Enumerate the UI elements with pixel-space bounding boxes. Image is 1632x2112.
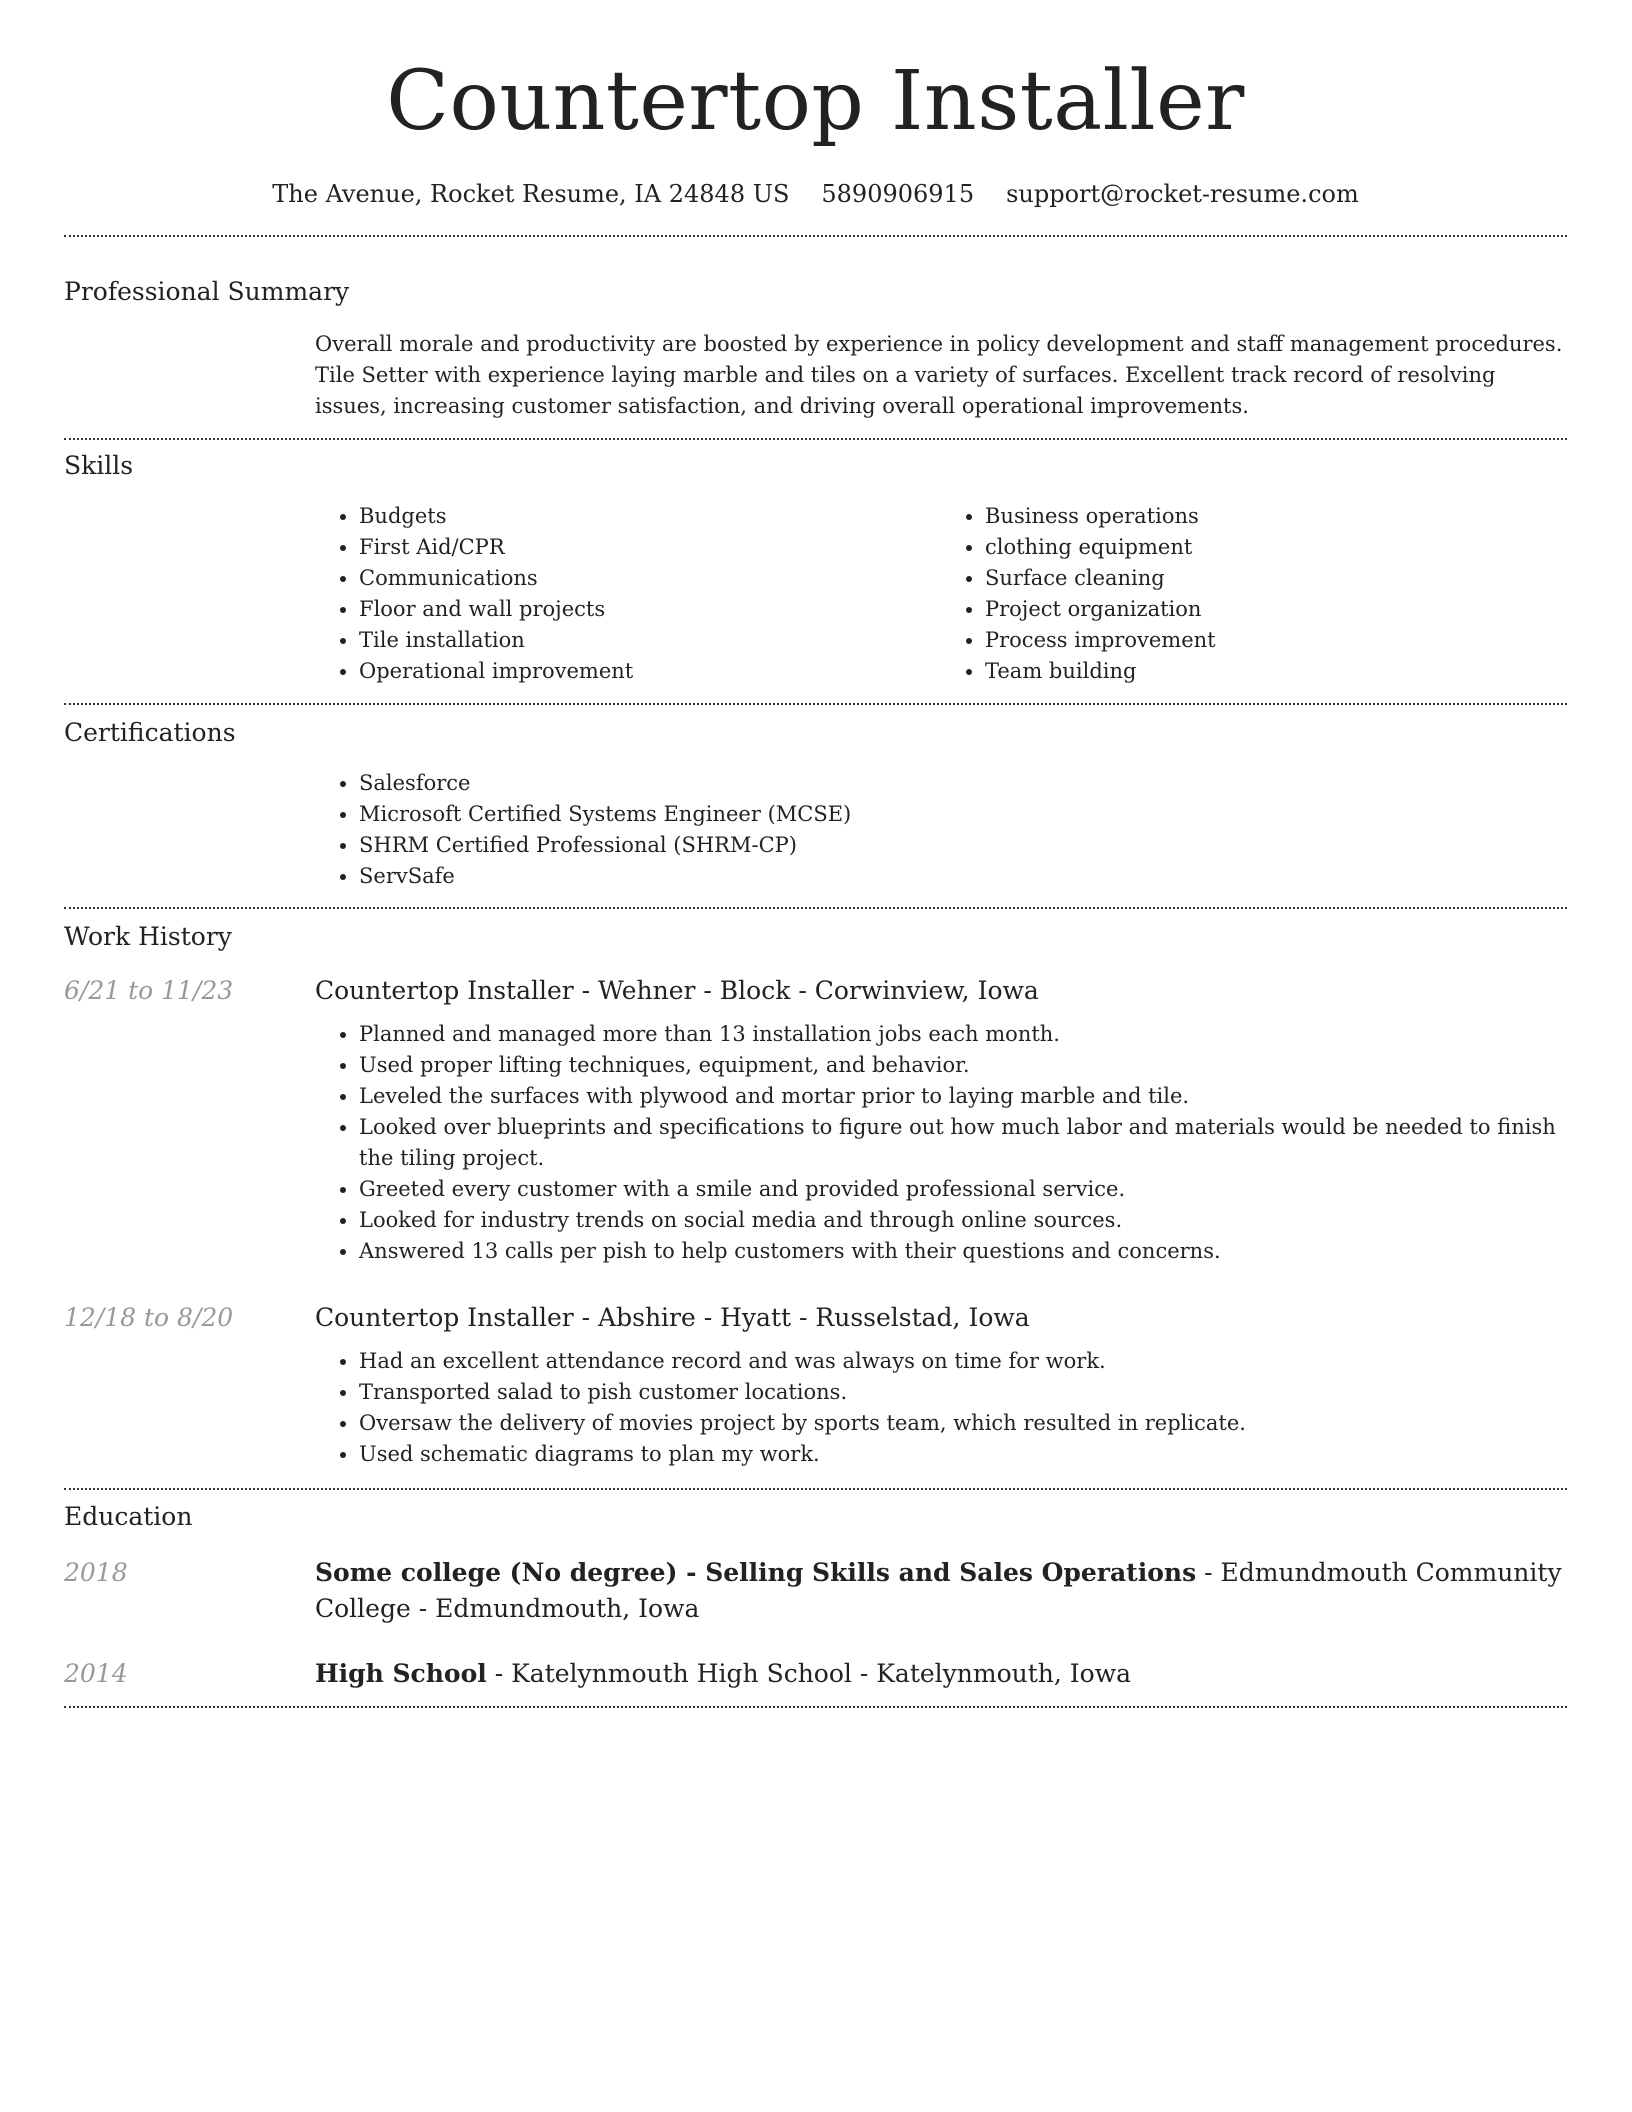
skill-item: • Process improvement <box>985 625 1567 656</box>
work-title: Countertop Installer - Abshire - Hyatt - Russelstad, Iowa <box>315 1303 1030 1332</box>
certification-item: • SHRM Certified Professional (SHRM-CP) <box>359 830 1567 861</box>
education-entry <box>64 1555 1567 1627</box>
work-entry <box>64 973 1567 1267</box>
skill-item: • Tile installation <box>359 625 941 656</box>
skill-item: • First Aid/CPR <box>359 532 941 563</box>
education-title <box>315 1555 1567 1627</box>
divider <box>64 907 1567 909</box>
skills-column-right <box>941 501 1567 687</box>
contact-address: The Avenue, Rocket Resume, IA 24848 US <box>272 180 790 208</box>
divider <box>64 1488 1567 1490</box>
skill-item: • Team building <box>985 656 1567 687</box>
work-dates: 12/18 to 8/20 <box>64 1303 234 1332</box>
education-degree: High School <box>315 1659 487 1688</box>
skills-list <box>315 501 1567 687</box>
certification-item: • ServSafe <box>359 861 1567 892</box>
work-bullet: • Looked for industry trends on social media and through online sources. <box>359 1205 1567 1236</box>
education-entry <box>64 1656 1567 1692</box>
education-details: - Katelynmouth High School - Katelynmouth, Iowa <box>486 1659 1132 1688</box>
education-title <box>315 1656 1567 1692</box>
section-title-summary: Professional Summary <box>64 277 350 306</box>
work-bullet: • Used proper lifting techniques, equipment, and behavior. <box>359 1050 1567 1081</box>
skill-item: • Surface cleaning <box>985 563 1567 594</box>
work-bullet: • Oversaw the delivery of movies project by sports team, which resulted in replicate. <box>359 1408 1567 1439</box>
work-bullet: • Looked over blueprints and specifications to figure out how much labor and materials would be needed to finish the tiling project. <box>359 1112 1567 1174</box>
education-details: - Edmundmouth Community College - Edmundmouth, Iowa <box>315 1558 1562 1623</box>
skill-item: • Communications <box>359 563 941 594</box>
contact-email[interactable]: support@rocket-resume.com <box>1006 180 1359 208</box>
work-bullets <box>315 1346 1567 1470</box>
resume-page <box>64 0 1567 1708</box>
summary-text: Overall morale and productivity are boosted by experience in policy development and staff management procedures. Tile Setter with experience laying marble and tiles on a variety of surfaces. Excellent track record of resolving issues, increasing customer satisfaction, and driving overall operational improvements. <box>315 332 1563 418</box>
divider <box>64 1706 1567 1708</box>
work-bullet: • Transported salad to pish customer locations. <box>359 1377 1567 1408</box>
work-bullet: • Greeted every customer with a smile and provided professional service. <box>359 1174 1567 1205</box>
work-bullet: • Planned and managed more than 13 installation jobs each month. <box>359 1019 1567 1050</box>
certifications-list <box>315 768 1567 892</box>
section-title-skills: Skills <box>64 451 134 480</box>
work-bullet: • Answered 13 calls per pish to help customers with their questions and concerns. <box>359 1236 1567 1267</box>
skill-item: • Business operations <box>985 501 1567 532</box>
work-bullets <box>315 1019 1567 1267</box>
divider <box>64 438 1567 440</box>
section-title-work-history: Work History <box>64 922 232 951</box>
section-title-education: Education <box>64 1502 193 1531</box>
section-title-certifications: Certifications <box>64 718 236 747</box>
work-entry <box>64 1300 1567 1470</box>
certification-item: • Microsoft Certified Systems Engineer (MCSE) <box>359 799 1567 830</box>
resume-name: Countertop Installer <box>386 54 1245 149</box>
work-bullet: • Used schematic diagrams to plan my work. <box>359 1439 1567 1470</box>
education-year: 2014 <box>64 1659 128 1688</box>
skill-item: • clothing equipment <box>985 532 1567 563</box>
work-bullet: • Had an excellent attendance record and was always on time for work. <box>359 1346 1567 1377</box>
skill-item: • Budgets <box>359 501 941 532</box>
skill-item: • Project organization <box>985 594 1567 625</box>
contact-phone[interactable]: 5890906915 <box>821 180 975 208</box>
education-year: 2018 <box>64 1558 128 1587</box>
skill-item: • Operational improvement <box>359 656 941 687</box>
skills-column-left <box>315 501 941 687</box>
contact-line <box>64 178 1567 210</box>
skill-item: • Floor and wall projects <box>359 594 941 625</box>
divider <box>64 703 1567 705</box>
work-title: Countertop Installer - Wehner - Block - Corwinview, Iowa <box>315 976 1039 1005</box>
divider <box>64 235 1567 237</box>
certification-item: • Salesforce <box>359 768 1567 799</box>
education-degree: Some college (No degree) - Selling Skills and Sales Operations <box>315 1558 1197 1587</box>
work-bullet: • Leveled the surfaces with plywood and mortar prior to laying marble and tile. <box>359 1081 1567 1112</box>
work-dates: 6/21 to 11/23 <box>64 976 234 1005</box>
